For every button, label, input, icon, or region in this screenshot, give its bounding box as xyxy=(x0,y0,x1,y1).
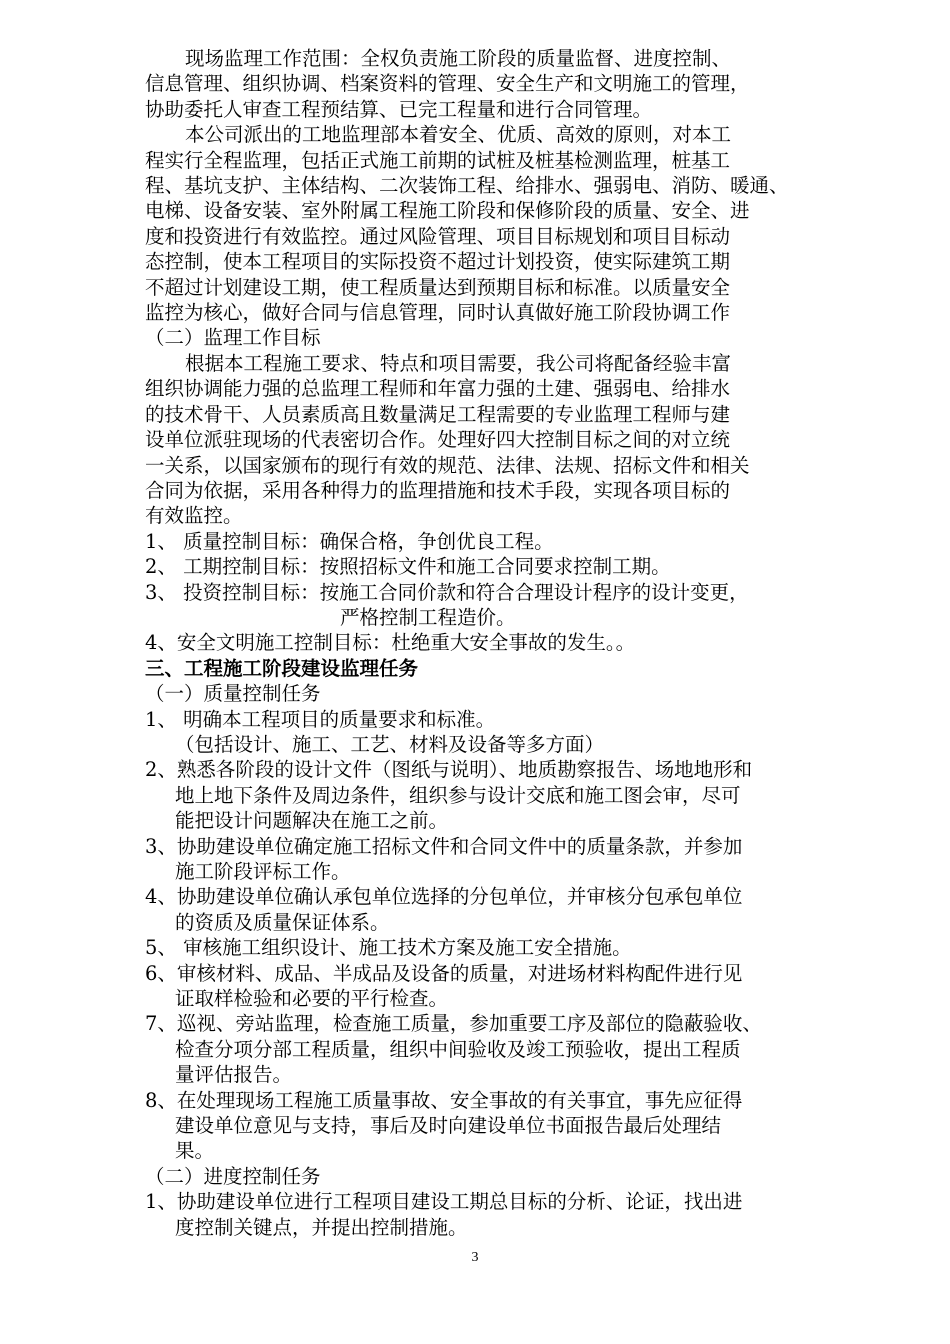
paragraph-line: 协助委托人审查工程预结算、已完工程量和进行合同管理。 xyxy=(145,97,653,121)
list-item: 3、协助建设单位确定施工招标文件和合同文件中的质量条款，并参加 xyxy=(145,834,743,858)
subsection-heading: （一）质量控制任务 xyxy=(145,682,321,706)
list-item: 5、 审核施工组织设计、施工技术方案及施工安全措施。 xyxy=(145,936,632,960)
paragraph-line: 组织协调能力强的总监理工程师和年富力强的土建、强弱电、给排水 xyxy=(145,377,731,401)
list-item: 1、 质量控制目标：确保合格，争创优良工程。 xyxy=(145,529,554,553)
list-item: 2、 工期控制目标：按照招标文件和施工合同要求控制工期。 xyxy=(145,555,671,579)
paragraph-line: 一关系，以国家颁布的现行有效的规范、法律、法规、招标文件和相关 xyxy=(145,453,750,477)
list-item-continuation: 施工阶段评标工作。 xyxy=(175,860,351,883)
list-item: 4、安全文明施工控制目标：杜绝重大安全事故的发生。。 xyxy=(145,631,636,655)
paragraph-line: 度和投资进行有效监控。通过风险管理、项目目标规划和项目目标动 xyxy=(145,224,731,248)
list-item: 6、审核材料、成品、半成品及设备的质量，对进场材料构配件进行见 xyxy=(145,961,743,985)
paragraph-line: 本公司派出的工地监理部本着安全、优质、高效的原则，对本工 xyxy=(185,123,732,147)
paragraph-line: 程实行全程监理，包括正式施工前期的试桩及桩基检测监理，桩基工 xyxy=(145,148,731,172)
list-item-continuation: 度控制关键点，并提出控制措施。 xyxy=(175,1215,468,1239)
paragraph-line: 不超过计划建设工期，使工程质量达到预期目标和标准。以质量安全 xyxy=(145,275,731,299)
list-item: 4、协助建设单位确认承包单位选择的分包单位，并审核分包承包单位 xyxy=(145,885,743,909)
list-item-continuation: 证取样检验和必要的平行检查。 xyxy=(175,987,449,1011)
paragraph-line: 程、基坑支护、主体结构、二次装饰工程、给排水、强弱电、消防、暖通、 xyxy=(145,174,789,198)
list-item: 1、 明确本工程项目的质量要求和标准。 xyxy=(145,707,496,731)
list-item-continuation: 量评估报告。 xyxy=(175,1063,293,1087)
list-item-continuation: （包括设计、施工、工艺、材料及设备等多方面） xyxy=(175,732,605,756)
document-body xyxy=(145,46,815,1240)
list-item: 8、在处理现场工程施工质量事故、安全事故的有关事宜，事先应征得 xyxy=(145,1088,743,1112)
section-heading: 三、工程施工阶段建设监理任务 xyxy=(145,656,419,680)
list-item: 1、协助建设单位进行工程项目建设工期总目标的分析、论证，找出进 xyxy=(145,1190,743,1214)
paragraph-line: 合同为依据，采用各种得力的监理措施和技术手段，实现各项目标的 xyxy=(145,478,731,502)
list-item-continuation: 建设单位意见与支持，事后及时向建设单位书面报告最后处理结 xyxy=(175,1114,722,1138)
list-item-continuation: 果。 xyxy=(175,1139,215,1163)
paragraph-line: 根据本工程施工要求、特点和项目需要，我公司将配备经验丰富 xyxy=(185,351,732,375)
paragraph-line: 监控为核心，做好合同与信息管理，同时认真做好施工阶段协调工作 xyxy=(145,301,731,325)
paragraph-line: 有效监控。 xyxy=(145,504,243,528)
list-item: 3、 投资控制目标：按施工合同价款和符合合理设计程序的设计变更， xyxy=(145,580,749,604)
list-item: 7、巡视、旁站监理，检查施工质量，参加重要工序及部位的隐蔽验收、 xyxy=(145,1012,762,1036)
paragraph-line: 现场监理工作范围：全权负责施工阶段的质量监督、进度控制、 xyxy=(185,47,732,70)
paragraph-line: 设单位派驻现场的代表密切合作。处理好四大控制目标之间的对立统 xyxy=(145,428,731,452)
paragraph-line: 态控制，使本工程项目的实际投资不超过计划投资，使实际建筑工期 xyxy=(145,250,731,274)
subsection-heading: （二）进度控制任务 xyxy=(145,1164,321,1188)
list-item-continuation: 的资质及质量保证体系。 xyxy=(175,910,390,934)
list-item-continuation: 地上地下条件及周边条件，组织参与设计交底和施工图会审，尽可 xyxy=(175,783,741,807)
list-item-continuation: 严格控制工程造价。 xyxy=(340,605,516,629)
paragraph-line: 电梯、设备安装、室外附属工程施工阶段和保修阶段的质量、安全、进 xyxy=(145,199,750,223)
paragraph-line: 信息管理、组织协调、档案资料的管理、安全生产和文明施工的管理， xyxy=(145,72,750,96)
list-item: 2、熟悉各阶段的设计文件（图纸与说明）、地质勘察报告、场地地形和 xyxy=(145,758,753,782)
page-number: 3 xyxy=(471,1250,479,1265)
list-item-continuation: 检查分项分部工程质量，组织中间验收及竣工预验收，提出工程质 xyxy=(175,1037,741,1061)
paragraph-line: 的技术骨干、人员素质高且数量满足工程需要的专业监理工程师与建 xyxy=(145,402,731,426)
list-item-continuation: 能把设计问题解决在施工之前。 xyxy=(175,809,449,833)
subsection-heading: （二）监理工作目标 xyxy=(145,326,321,350)
